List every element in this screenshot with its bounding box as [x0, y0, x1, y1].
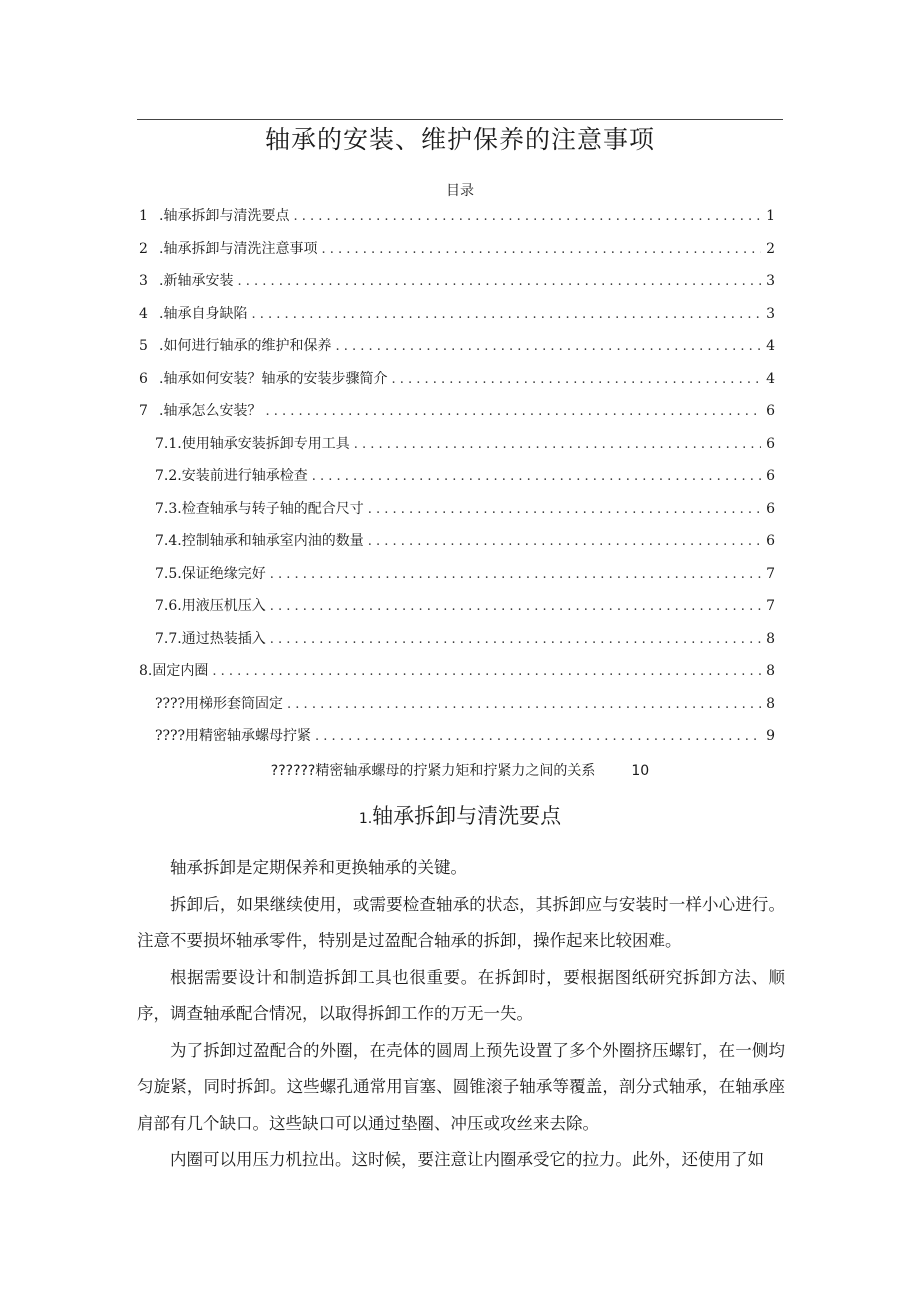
toc-entry-page: 1 — [766, 208, 775, 224]
toc-entry-page: 8 — [766, 696, 775, 712]
toc-entry[interactable] — [139, 304, 775, 325]
toc-entry-page: 6 — [766, 436, 775, 452]
toc-subentry[interactable] — [155, 434, 775, 455]
toc-subentry[interactable] — [155, 694, 775, 715]
toc-dot-leader — [321, 240, 761, 260]
section-title-text: 轴承拆卸与清洗要点 — [372, 804, 562, 828]
toc-entry-label: 7.5.保证绝缘完好 — [155, 566, 266, 582]
toc-entry-page: 2 — [766, 241, 775, 257]
toc-entry-page: 6 — [766, 501, 775, 517]
toc-entry-number: 2 — [139, 241, 148, 257]
toc-entry-page: 3 — [766, 306, 775, 322]
toc-entry-label: ????用精密轴承螺母拧紧 — [155, 728, 312, 744]
toc-entry-label: .新轴承安装 — [159, 273, 234, 289]
toc-entry-page: 7 — [766, 566, 775, 582]
toc-entry[interactable] — [139, 239, 775, 260]
toc-entry-label: .轴承如何安装？轴承的安装步骤简介 — [159, 371, 388, 387]
toc-subentry[interactable] — [155, 531, 775, 552]
toc-subentry[interactable] — [155, 466, 775, 487]
toc-entry-label: 8.固定内圈 — [139, 663, 209, 679]
toc-entry[interactable] — [139, 271, 775, 292]
toc-subentry[interactable] — [155, 499, 775, 520]
toc-entry-page: 6 — [766, 403, 775, 419]
toc-dot-leader — [335, 337, 761, 357]
toc-entry-label: .轴承拆卸与清洗要点 — [159, 208, 290, 224]
toc-entry[interactable] — [139, 206, 775, 227]
toc-entry-label: 7.6.用液压机压入 — [155, 598, 266, 614]
section-body — [137, 850, 785, 1179]
toc-entry-page: 7 — [766, 598, 775, 614]
toc-entry-page: 9 — [766, 728, 775, 744]
toc-dot-leader — [251, 305, 761, 325]
toc-dot-leader — [265, 402, 761, 422]
toc-dot-leader — [270, 597, 761, 617]
toc-entry[interactable] — [139, 401, 775, 422]
toc-entry-label: 7.3.检查轴承与转子轴的配合尺寸 — [155, 501, 364, 517]
toc-final-entry[interactable] — [0, 761, 920, 781]
toc-entry-number: 3 — [139, 273, 148, 289]
toc-entry-label: 7.7.通过热装插入 — [155, 631, 266, 647]
toc-final-page: 10 — [631, 763, 650, 779]
toc-entry-number: 6 — [139, 371, 148, 387]
toc-heading: 目录 — [446, 183, 474, 199]
toc-entry-number: 1 — [139, 208, 148, 224]
toc-dot-leader — [315, 727, 761, 747]
body-paragraph: 拆卸后，如果继续使用，或需要检查轴承的状态，其拆卸应与安装时一样小心进行。注意不要损坏轴承零件，特别是过盈配合轴承的拆卸，操作起来比较困难。 — [137, 894, 785, 950]
body-paragraph: 内圈可以用压力机拉出。这时候，要注意让内圈承受它的拉力。此外，还使用了如 — [170, 1150, 764, 1169]
toc-entry-page: 4 — [766, 338, 775, 354]
toc-dot-leader — [287, 695, 761, 715]
toc-entry-label: .轴承怎么安装？ — [159, 403, 262, 419]
toc-entry-label: .轴承自身缺陷 — [159, 306, 248, 322]
toc-dot-leader — [354, 435, 761, 455]
toc-entry-page: 4 — [766, 371, 775, 387]
toc-dot-leader — [237, 272, 761, 292]
toc-entry-label: 7.2.安装前进行轴承检查 — [155, 468, 308, 484]
toc-dot-leader — [293, 207, 761, 227]
toc-entry-number: 5 — [139, 338, 148, 354]
body-paragraph: 根据需要设计和制造拆卸工具也很重要。在拆卸时，要根据图纸研究拆卸方法、顺序，调查轴承配合情况，以取得拆卸工作的万无一失。 — [137, 967, 785, 1023]
toc-entry-page: 8 — [766, 631, 775, 647]
toc-entry-label: .如何进行轴承的维护和保养 — [159, 338, 332, 354]
toc-entry-label: .轴承拆卸与清洗注意事项 — [159, 241, 318, 257]
toc-entry[interactable] — [139, 661, 775, 682]
toc-entry[interactable] — [139, 336, 775, 357]
toc-entry-label: 7.1.使用轴承安装拆卸专用工具 — [155, 436, 350, 452]
toc-dot-leader — [212, 662, 761, 682]
section-heading — [0, 800, 920, 835]
toc-final-label: ??????精密轴承螺母的拧紧力矩和拧紧力之间的关系 — [270, 763, 596, 779]
toc-entry-page: 6 — [766, 533, 775, 549]
toc-subentry[interactable] — [155, 564, 775, 585]
toc-dot-leader — [391, 370, 761, 390]
toc-entry-number: 7 — [139, 403, 148, 419]
toc-entry-page: 6 — [766, 468, 775, 484]
body-paragraph: 轴承拆卸是定期保养和更换轴承的关键。 — [170, 858, 467, 877]
document-title: 轴承的安装、维护保养的注意事项 — [264, 125, 655, 154]
toc-subentry[interactable] — [155, 726, 775, 747]
toc-dot-leader — [368, 532, 761, 552]
toc-entry[interactable] — [139, 369, 775, 390]
toc-entry-page: 8 — [766, 663, 775, 679]
toc-dot-leader — [312, 467, 761, 487]
body-paragraph: 为了拆卸过盈配合的外圈，在壳体的圆周上预先设置了多个外圈挤压螺钉，在一侧均匀旋紧，同时拆卸。这些螺孔通常用盲塞、圆锥滚子轴承等覆盖，剖分式轴承，在轴承座肩部有几个缺口。这些缺口可以通过垫圈、冲压或攻丝来去除。 — [137, 1040, 785, 1133]
toc-dot-leader — [270, 630, 761, 650]
toc-subentry[interactable] — [155, 629, 775, 650]
toc-entry-label: 7.4.控制轴承和轴承室内油的数量 — [155, 533, 364, 549]
toc-dot-leader — [270, 565, 761, 585]
section-number: 1. — [358, 811, 373, 827]
toc-entry-page: 3 — [766, 273, 775, 289]
toc-entry-number: 4 — [139, 306, 148, 322]
toc-entry-label: ????用梯形套筒固定 — [155, 696, 284, 712]
toc-dot-leader — [368, 500, 761, 520]
toc-subentry[interactable] — [155, 596, 775, 617]
